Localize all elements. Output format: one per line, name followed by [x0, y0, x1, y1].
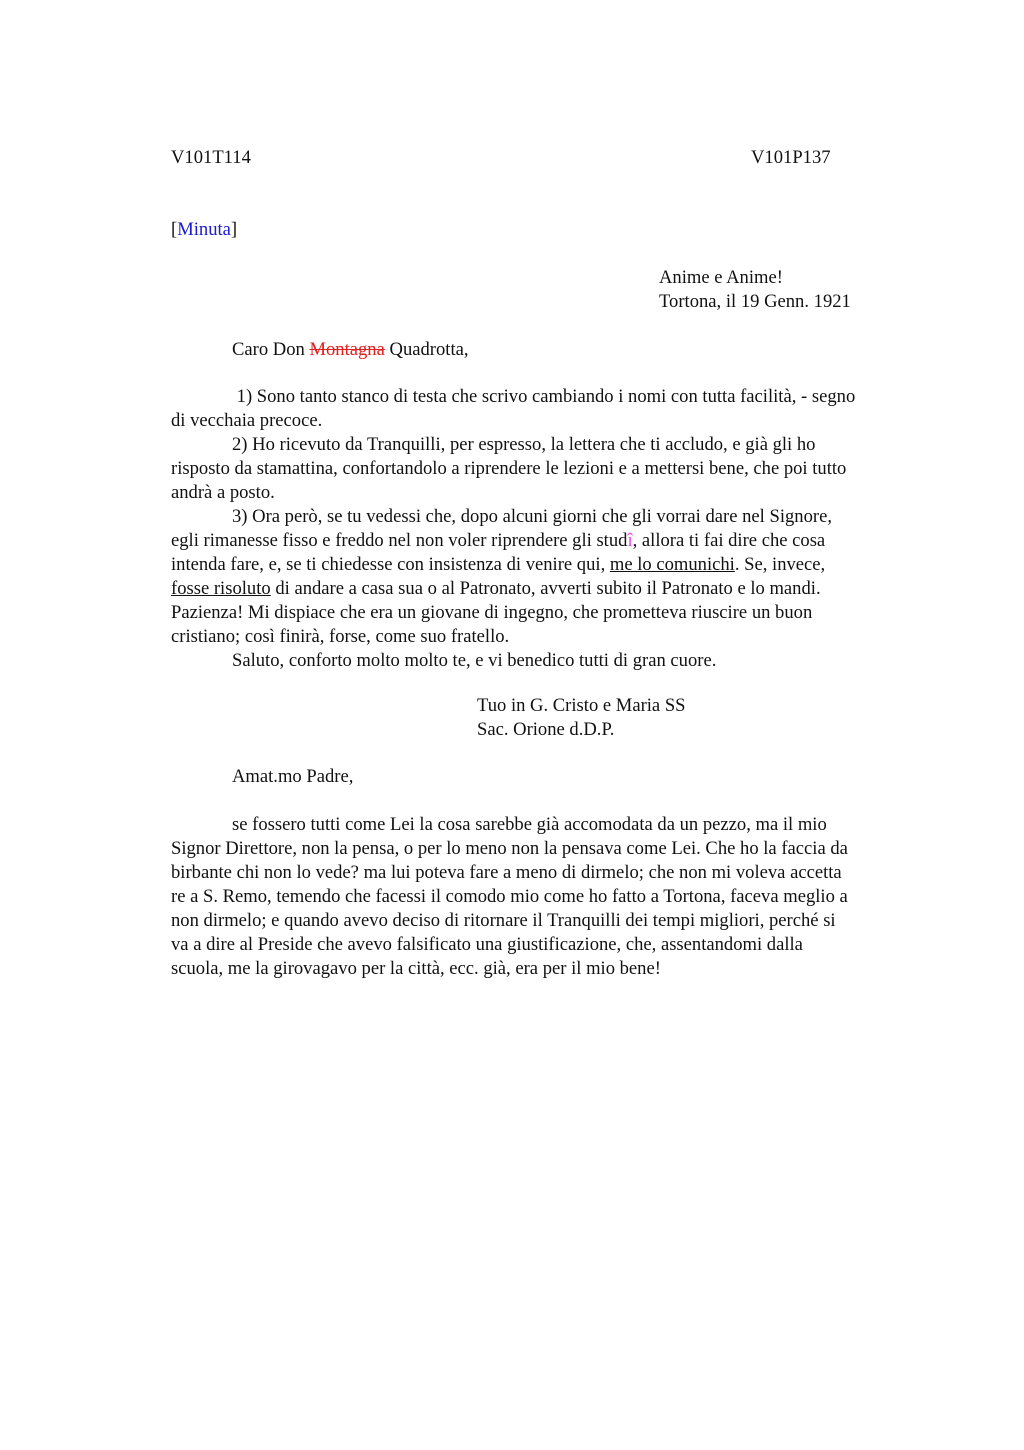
body-line: Saluto, conforto molto molto te, e vi benedico tutti di gran cuore. [232, 650, 717, 671]
reply-line: se fossero tutti come Lei la cosa sarebbe già accomodata da un pezzo, ma il mio [232, 814, 827, 835]
reply-line: birbante chi non lo vede? ma lui poteva fare a meno di dirmelo; che non mi voleva accetta [171, 862, 842, 883]
body-line: di vecchaia precoce. [171, 410, 323, 431]
text-segment: , allora ti fai dire che cosa [632, 530, 826, 551]
reply-line: Signor Direttore, non la pensa, o per lo meno non la pensava come Lei. Che ho la faccia da [171, 838, 848, 859]
document-code-right: V101P137 [751, 147, 831, 168]
document-code-left: V101T114 [171, 147, 251, 168]
body-line: 1) Sono tanto stanco di testa che scrivo cambiando i nomi con tutta facilità, - segno [232, 386, 856, 407]
signature-line-2: Sac. Orione d.D.P. [477, 719, 615, 740]
accent-mark: î [627, 530, 633, 551]
body-line: Pazienza! Mi dispiace che era un giovane di ingegno, che prometteva riuscire un buon [171, 602, 813, 623]
bracket-open: [ [171, 219, 178, 240]
body-line-studi [171, 529, 825, 553]
minuta-note [171, 218, 237, 242]
text-segment: egli rimanesse fisso e freddo nel non voler riprendere gli stud [171, 530, 628, 551]
motto: Anime e Anime! [659, 267, 783, 288]
underlined-text: me lo comunichi [609, 554, 735, 575]
reply-salutation: Amat.mo Padre, [232, 766, 354, 787]
reply-line: va a dire al Preside che avevo falsificato una giustificazione, che, assentandomi dalla [171, 934, 803, 955]
reply-line: scuola, me la girovagavo per la città, ecc. già, era per il mio bene! [171, 958, 661, 979]
body-line-risoluto [171, 577, 821, 601]
text-segment: di andare a casa sua o al Patronato, avverti subito il Patronato e lo mandi. [270, 578, 821, 599]
struck-name: Montagna [309, 339, 385, 360]
salutation [232, 338, 469, 362]
place-date: Tortona, il 19 Genn. 1921 [659, 291, 851, 312]
reply-line: re a S. Remo, temendo che facessi il comodo mio come ho fatto a Tortona, faceva meglio a [171, 886, 848, 907]
body-line: 3) Ora però, se tu vedessi che, dopo alcuni giorni che gli vorrai dare nel Signore, [232, 506, 832, 527]
reply-line: non dirmelo; e quando avevo deciso di ritornare il Tranquilli dei tempi migliori, perché si [171, 910, 836, 931]
body-line: risposto da stamattina, confortandolo a riprendere le lezioni e a mettersi bene, che poi tutto [171, 458, 847, 479]
body-line-comunichi [171, 553, 825, 577]
bracket-close: ] [230, 219, 238, 240]
salutation-after: Quadrotta, [384, 339, 469, 360]
signature-line-1: Tuo in G. Cristo e Maria SS [477, 695, 686, 716]
body-line: cristiano; così finirà, forse, come suo fratello. [171, 626, 510, 647]
text-segment: . Se, invece, [734, 554, 826, 575]
minuta-label: Minuta [177, 219, 231, 240]
text-segment: intenda fare, e, se ti chiedesse con insistenza di venire qui, [171, 554, 610, 575]
body-line: 2) Ho ricevuto da Tranquilli, per espresso, la lettera che ti accludo, e già gli ho [232, 434, 816, 455]
salutation-before: Caro Don [232, 339, 310, 360]
underlined-text: fosse risoluto [171, 578, 271, 599]
body-line: andrà a posto. [171, 482, 275, 503]
